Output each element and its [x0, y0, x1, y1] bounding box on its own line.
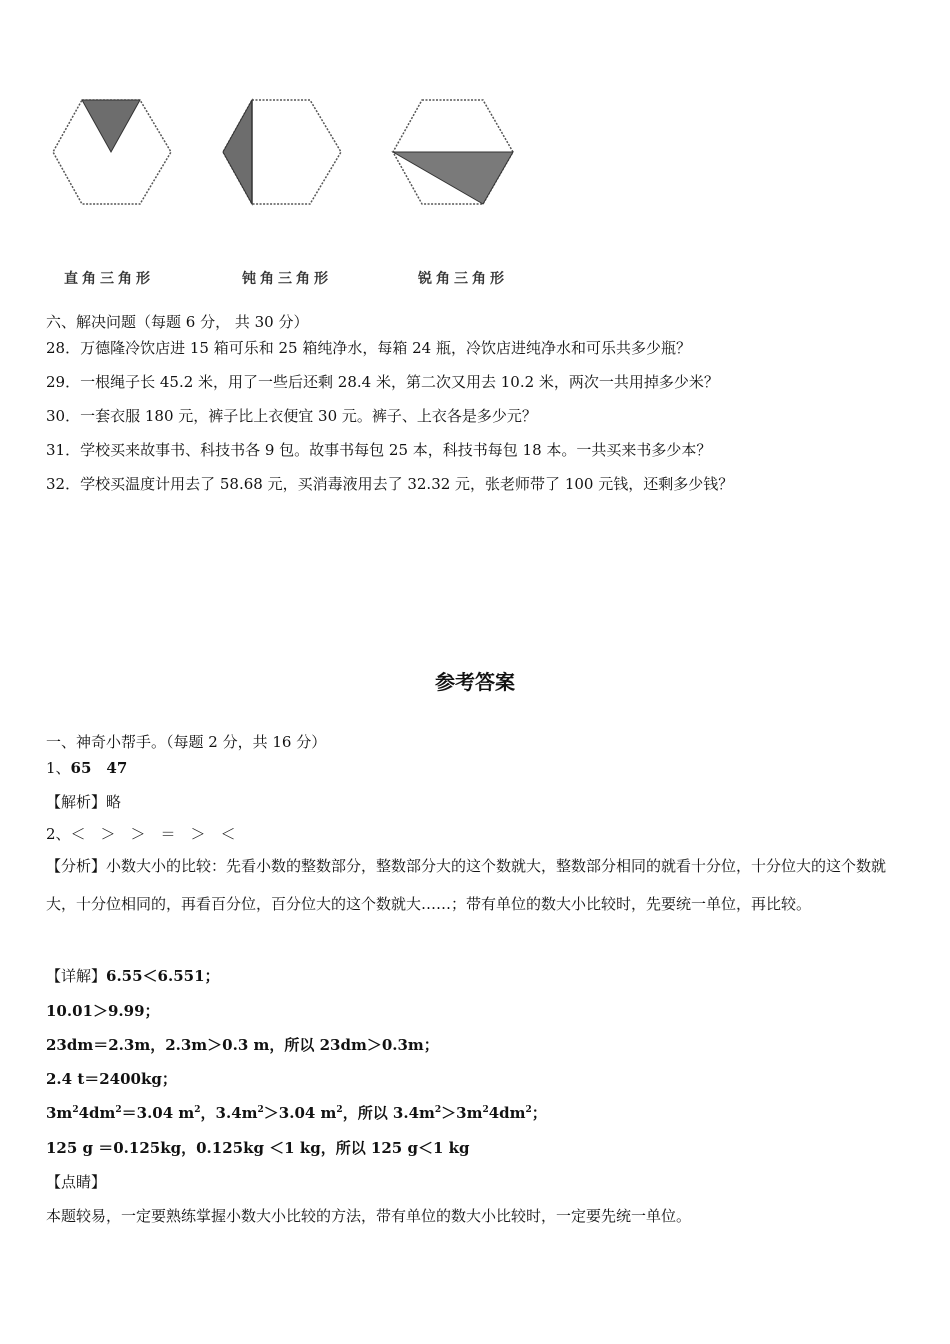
area-part: ＞3m: [441, 1104, 483, 1122]
superscript: 2: [115, 1105, 122, 1115]
detail-text: 6.55＜6.551；: [106, 967, 220, 985]
detail-line-area: [46, 1102, 547, 1123]
detail-label: 【详解】: [46, 967, 107, 985]
detail-line-4: 2.4 t＝2400kg；: [46, 1070, 177, 1088]
hexagon-figure-obtuse-triangle: [223, 100, 341, 204]
caption-right-triangle: 直角三角形: [64, 271, 154, 287]
question-29: 29．一根绳子长 45.2 米，用了一些后还剩 28.4 米，第二次又用去 10.2 米，两次一共用掉多少米？: [46, 373, 719, 391]
answer-2-analysis: [46, 847, 908, 923]
superscript: 2: [72, 1105, 79, 1115]
area-part: 4dm: [78, 1104, 116, 1122]
question-31: 31．学校买来故事书、科技书各 9 包。故事书每包 25 本，科技书每包 18 本。一共买来书多少本？: [46, 441, 712, 459]
comment-label: 【点睛】: [46, 1173, 107, 1191]
area-part: 3m: [46, 1104, 73, 1122]
detail-line-2: 10.01＞9.99；: [46, 1002, 160, 1020]
superscript: 2: [434, 1105, 442, 1115]
answer-2-label: 2、: [46, 825, 71, 843]
superscript: 2: [482, 1105, 489, 1115]
analysis-label: 【解析】: [46, 793, 107, 811]
section6-heading: 六、解决问题（每题 6 分， 共 30 分）: [46, 313, 309, 331]
answer-1-label: 1、: [46, 759, 71, 777]
answers-section1-heading: 一、神奇小帮手。（每题 2 分，共 16 分）: [46, 733, 327, 751]
comment-text: 本题较易，一定要熟练掌握小数大小比较的方法，带有单位的数大小比较时，一定要先统一单位。: [46, 1207, 692, 1225]
hexagon-figure-right-triangle: [53, 100, 171, 204]
answer-1-analysis: [46, 791, 121, 812]
detail-line-1: [46, 965, 220, 986]
area-part: ；: [531, 1104, 547, 1122]
area-part: ＝3.04 m: [121, 1104, 195, 1122]
caption-obtuse-triangle: 钝角三角形: [242, 271, 332, 287]
answer-1: [46, 757, 127, 778]
detail-line-3: 23dm＝2.3m，2.3m＞0.3 m，所以 23dm＞0.3m；: [46, 1036, 439, 1054]
area-part: ，所以 3.4m: [342, 1104, 435, 1122]
question-32: 32．学校买温度计用去了 58.68 元，买消毒液用去了 32.32 元，张老师带了 100 元钱，还剩多少钱？: [46, 475, 734, 493]
detail-line-5: 125 g ＝0.125kg，0.125kg ＜1 kg，所以 125 g＜1 kg: [46, 1139, 470, 1157]
hexagon-figures: [40, 92, 540, 217]
analysis-text: 略: [106, 793, 122, 811]
analysis-text: 小数大小的比较：先看小数的整数部分，整数部分大的这个数就大，整数部分相同的就看十分位，十分位大的这个数就大，十分位相同的，再看百分位，百分位大的这个数就大……；带有单位的数大小比较时，先要统一单位，再比较。: [46, 857, 887, 913]
answer-1-value: 65 47: [70, 759, 128, 777]
area-part: ＞3.04 m: [263, 1104, 337, 1122]
hexagon-figure-acute-triangle: [393, 100, 513, 204]
caption-acute-triangle: 锐角三角形: [418, 271, 508, 287]
area-part: 4dm: [488, 1104, 526, 1122]
superscript: 2: [525, 1105, 532, 1115]
analysis-label: 【分析】: [46, 857, 107, 875]
answer-2-value: ＜ ＞ ＞ ＝ ＞ ＜: [70, 825, 236, 843]
area-part: ，3.4m: [200, 1104, 258, 1122]
superscript: 2: [194, 1105, 201, 1115]
superscript: 2: [336, 1105, 343, 1115]
question-30: 30．一套衣服 180 元，裤子比上衣便宜 30 元。裤子、上衣各是多少元？: [46, 407, 537, 425]
answer-2: [46, 823, 236, 844]
superscript: 2: [257, 1105, 264, 1115]
answers-title: 参考答案: [435, 670, 515, 694]
question-28: 28．万德隆冷饮店进 15 箱可乐和 25 箱纯净水，每箱 24 瓶，冷饮店进纯净水和可乐共多少瓶？: [46, 339, 691, 357]
